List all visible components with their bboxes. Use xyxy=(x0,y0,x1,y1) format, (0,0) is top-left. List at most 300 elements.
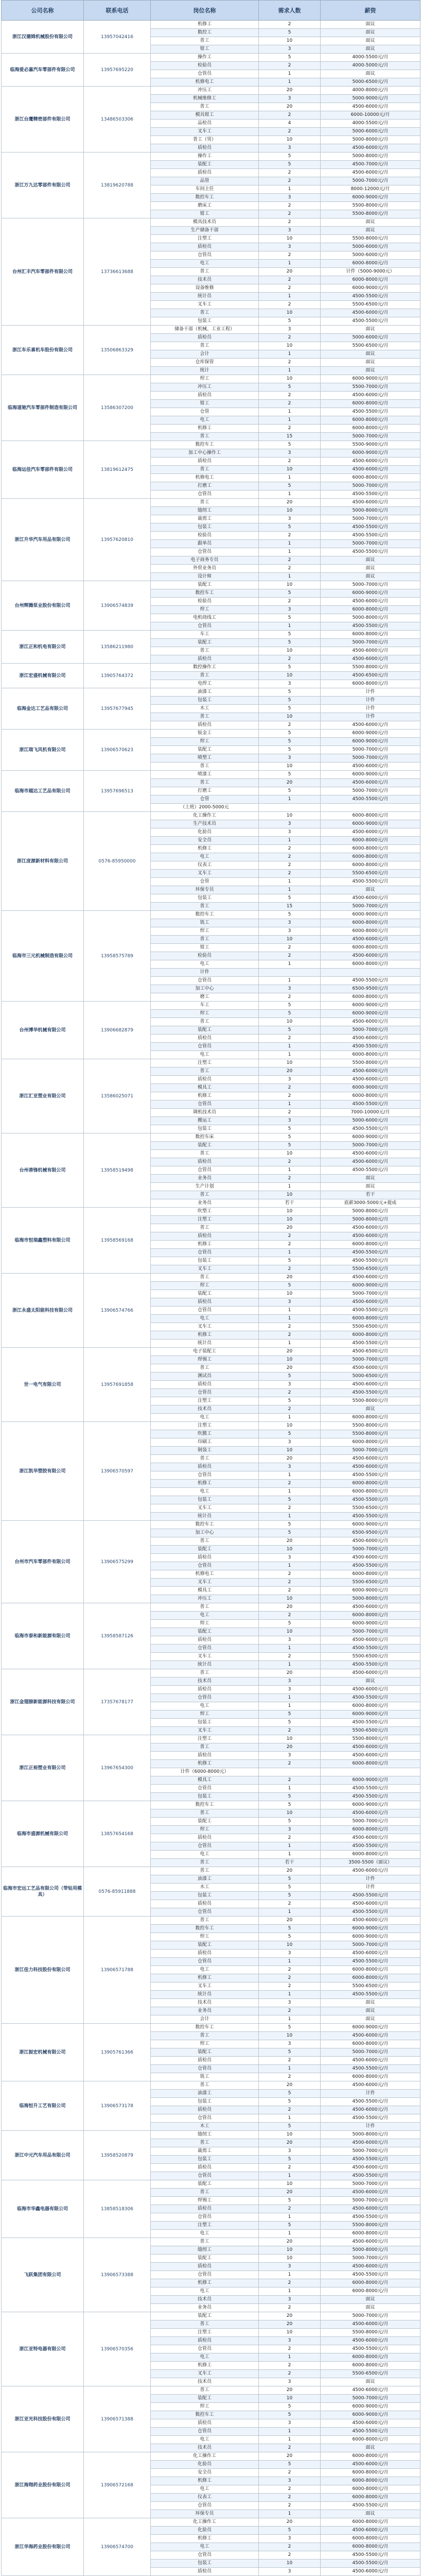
headcount-cell: 2 xyxy=(259,1579,321,1587)
salary-cell: 面议 xyxy=(321,2007,420,2015)
salary-cell: 4500-6000元/月 xyxy=(321,2386,420,2395)
position-cell: 电工 xyxy=(151,853,259,861)
headcount-cell: 2 xyxy=(259,359,321,367)
headcount-cell: 20 xyxy=(259,779,321,787)
position-cell: 装配工 xyxy=(151,2395,259,2403)
salary-cell: 5500-8000元/月 xyxy=(321,1422,420,1430)
position-cell: 计件（6000-8000元） xyxy=(151,1768,259,1776)
salary-cell: 4500-6000元/月 xyxy=(321,1867,420,1875)
position-cell: 叉车工 xyxy=(151,1727,259,1735)
headcount-cell: 10 xyxy=(259,1191,321,1199)
headcount-cell: 5 xyxy=(259,589,321,598)
salary-cell: 4500-5500元/月 xyxy=(321,2345,420,2353)
salary-cell: 6000-8000元/月 xyxy=(321,1570,420,1579)
table-row xyxy=(2,152,420,161)
salary-cell: 6000-8000元/月 xyxy=(321,400,420,408)
salary-cell: 6000-8000元/月 xyxy=(321,2436,420,2444)
salary-cell: 5000-7000元/月 xyxy=(321,2197,420,2205)
salary-cell: 5500-8000元/月 xyxy=(321,1430,420,1438)
table-row xyxy=(2,441,420,449)
salary-cell: 6000-8000元/月 xyxy=(321,2485,420,2494)
salary-cell: 4500-5500元/月 xyxy=(321,2114,420,2123)
salary-cell: 计件 xyxy=(321,1884,420,1892)
position-cell: 仓管员 xyxy=(151,1100,259,1109)
position-cell: 仓管员 xyxy=(151,1166,259,1175)
position-cell: 仓管员 xyxy=(151,1785,259,1793)
position-cell: 打磨工 xyxy=(151,787,259,795)
salary-cell: 4500-5500元/月 xyxy=(321,1908,420,1917)
salary-cell: 4500-6000元/月 xyxy=(321,2139,420,2147)
position-cell: 装配工 xyxy=(151,1818,259,1826)
position-cell: 模具技术员 xyxy=(151,218,259,227)
salary-cell: 6000-8000元/月 xyxy=(321,276,420,284)
headcount-cell: 1 xyxy=(259,1851,321,1859)
salary-cell: 5000-7000元/月 xyxy=(321,1546,420,1554)
salary-cell: 4500-5500元/月 xyxy=(321,1100,420,1109)
company-name-cell: 临海市盛源机械有限公司 xyxy=(2,1801,84,1867)
position-cell: 统计员 xyxy=(151,1513,259,1521)
salary-cell: 5000-7000元/月 xyxy=(321,2048,420,2057)
salary-cell: 6000-8000元/月 xyxy=(321,1331,420,1340)
salary-cell: 6000-9000元/月 xyxy=(321,1620,420,1628)
salary-cell xyxy=(321,1768,420,1776)
salary-cell: 6500-9500元/月 xyxy=(321,985,420,993)
position-cell: 电焊工 xyxy=(151,680,259,688)
salary-cell: 6000-8000元/月 xyxy=(321,845,420,853)
headcount-cell: 20 xyxy=(259,2312,321,2320)
headcount-cell: 3 xyxy=(259,820,321,828)
salary-cell: 5000-8000元/月 xyxy=(321,1595,420,1603)
headcount-cell: 1 xyxy=(259,1051,321,1059)
salary-cell: 5000-7000元/月 xyxy=(321,754,420,762)
position-cell: 普工 xyxy=(151,647,259,655)
position-cell: 质检员 xyxy=(151,2263,259,2271)
phone-cell: 13586025071 xyxy=(84,1059,151,1133)
salary-cell: 4500-5500元/月 xyxy=(321,1043,420,1051)
phone-cell: 13906570356 xyxy=(84,2312,151,2386)
headcount-cell: 5 xyxy=(259,2527,321,2535)
phone-cell: 13819612475 xyxy=(84,441,151,499)
salary-cell: 4500-6000元/月 xyxy=(321,169,420,177)
headcount-cell: 1 xyxy=(259,1661,321,1669)
headcount-cell: 3 xyxy=(259,1950,321,1958)
position-cell: 叉车工 xyxy=(151,128,259,136)
headcount-cell: 2 xyxy=(259,2444,321,2452)
headcount-cell: 2 xyxy=(259,2106,321,2114)
headcount-cell: 5 xyxy=(259,317,321,326)
salary-cell: 面议 xyxy=(321,45,420,54)
company-name-cell: 临海市三元机械制造有限公司 xyxy=(2,911,84,1002)
position-cell: 普工 xyxy=(151,2238,259,2246)
headcount-cell: 3 xyxy=(259,2378,321,2386)
headcount-cell: 10 xyxy=(259,2395,321,2403)
salary-cell: 5000-8000元/月 xyxy=(321,1208,420,1216)
position-cell: 普工 xyxy=(151,1537,259,1546)
salary-cell: 6000-8000元/月 xyxy=(321,1480,420,1488)
headcount-cell: 20 xyxy=(259,2452,321,2461)
position-cell: 装配工 xyxy=(151,1290,259,1298)
position-cell: 制袋工 xyxy=(151,1447,259,1455)
salary-cell: 6000-8000元/月 xyxy=(321,474,420,482)
position-cell: 铣工 xyxy=(151,919,259,927)
salary-cell: 6000-8000元/月 xyxy=(321,944,420,952)
salary-cell: 4500-5500元/月 xyxy=(321,1125,420,1133)
salary-cell: 5000-8000元/月 xyxy=(321,2246,420,2255)
position-cell: 焊工 xyxy=(151,927,259,936)
phone-cell: 13958575789 xyxy=(84,911,151,1002)
position-cell: 质检员 xyxy=(151,1158,259,1166)
salary-cell: 面议 xyxy=(321,21,420,29)
position-cell: 质检员 xyxy=(151,457,259,466)
headcount-cell: 2 xyxy=(259,1653,321,1661)
salary-cell: 4500-6000元/月 xyxy=(321,2106,420,2114)
headcount-cell: 3 xyxy=(259,606,321,614)
headcount-cell: 10 xyxy=(259,1628,321,1636)
headcount-cell: 10 xyxy=(259,466,321,474)
position-cell: 普工（男） xyxy=(151,136,259,144)
headcount-cell: 2 xyxy=(259,1158,321,1166)
headcount-cell: 1 xyxy=(259,1100,321,1109)
salary-cell: 4500-6000元/月 xyxy=(321,1381,420,1389)
salary-cell: 4500-5500元/月 xyxy=(321,2560,420,2568)
position-cell: 仓管员 xyxy=(151,622,259,631)
company-name-cell: 临海市华鑫电器有限公司 xyxy=(2,2180,84,2238)
table-row xyxy=(2,2024,420,2032)
headcount-cell: 3 xyxy=(259,2477,321,2485)
table-row xyxy=(2,87,420,95)
salary-cell: 6000-8000元/月 xyxy=(321,1414,420,1422)
headcount-cell: 1 xyxy=(259,548,321,556)
company-name-cell: 浙江汇亚塑业有限公司 xyxy=(2,1059,84,1133)
position-cell: 注塑工 xyxy=(151,1422,259,1430)
position-cell: 机修工 xyxy=(151,1241,259,1249)
position-cell: 质检员 xyxy=(151,1752,259,1760)
salary-cell: 面议 xyxy=(321,2510,420,2518)
position-cell: 装配工 xyxy=(151,1142,259,1150)
position-cell: 电工 xyxy=(151,416,259,425)
headcount-cell: 5 xyxy=(259,614,321,622)
headcount-cell: 2 xyxy=(259,870,321,878)
headcount-cell: 3 xyxy=(259,1381,321,1389)
position-cell: 包装工 xyxy=(151,1892,259,1900)
headcount-cell: 5 xyxy=(259,2461,321,2469)
position-cell: 数控车工 xyxy=(151,2411,259,2419)
position-cell: 普工 xyxy=(151,103,259,111)
salary-cell: 6000-8000元/月 xyxy=(321,1051,420,1059)
salary-cell: 4500-6000元/月 xyxy=(321,1018,420,1026)
position-cell: 仓管员 xyxy=(151,1958,259,1966)
salary-cell: 5000-7000元/月 xyxy=(321,581,420,589)
headcount-cell: 1 xyxy=(259,70,321,78)
position-cell: 印刷工 xyxy=(151,1438,259,1447)
headcount-cell: 5 xyxy=(259,738,321,746)
salary-cell: 4500-6000元/月 xyxy=(321,309,420,317)
salary-cell: 6000-9000元/月 xyxy=(321,589,420,598)
position-cell: 数控车工 xyxy=(151,194,259,202)
position-cell: 机修电工 xyxy=(151,1570,259,1579)
headcount-cell: 5 xyxy=(259,2098,321,2106)
phone-cell: 13957696513 xyxy=(84,771,151,812)
headcount-cell: 5 xyxy=(259,1397,321,1405)
headcount-cell: 2 xyxy=(259,1241,321,1249)
headcount-cell: 1 xyxy=(259,2015,321,2024)
headcount-cell: 1 xyxy=(259,2510,321,2518)
salary-cell: 4500-6000元/月 xyxy=(321,1232,420,1241)
salary-cell: 5000-7000元/月 xyxy=(321,2180,420,2189)
position-cell: 统计员 xyxy=(151,1340,259,1348)
salary-cell: 4500-6000元/月 xyxy=(321,1636,420,1645)
salary-cell: 5000-7000元/月 xyxy=(321,1628,420,1636)
headcount-cell: 5 xyxy=(259,1026,321,1035)
headcount-cell: 3 xyxy=(259,1752,321,1760)
salary-cell: 4500-5500元/月 xyxy=(321,1166,420,1175)
job-table xyxy=(1,0,420,2576)
position-cell: 机修工 xyxy=(151,2535,259,2543)
headcount-cell: 1 xyxy=(259,1991,321,1999)
salary-cell: 6000-8000元/月 xyxy=(321,1612,420,1620)
salary-cell: 计件 xyxy=(321,713,420,721)
position-cell: 普工 xyxy=(151,1859,259,1867)
headcount-cell: 2 xyxy=(259,1331,321,1340)
salary-cell: 5500-9000元/月 xyxy=(321,441,420,449)
salary-cell: 6000-9000元/月 xyxy=(321,449,420,457)
company-name-cell: 台州汇丰汽车零部件有限公司 xyxy=(2,218,84,326)
salary-cell: 面议 xyxy=(321,886,420,894)
company-name-cell: 台州博华机械有限公司 xyxy=(2,1002,84,1059)
salary-cell: 4500-5500元/月 xyxy=(321,1661,420,1669)
salary-cell: 4500-5500元/月 xyxy=(321,1471,420,1480)
table-row xyxy=(2,1002,420,1010)
salary-cell: 5500-6500元/月 xyxy=(321,1727,420,1735)
position-cell: 装配工 xyxy=(151,1941,259,1950)
salary-cell: 6000-8000元/月 xyxy=(321,1488,420,1496)
salary-cell: 5000-8000元/月 xyxy=(321,136,420,144)
salary-cell: 6000-9000元/月 xyxy=(321,820,420,828)
headcount-cell: 3 xyxy=(259,194,321,202)
salary-cell: 6000-9000元/月 xyxy=(321,1587,420,1595)
headcount-cell: 2 xyxy=(259,2502,321,2510)
salary-cell: 面议 xyxy=(321,1405,420,1414)
headcount-cell: 1 xyxy=(259,2287,321,2296)
headcount-cell: 20 xyxy=(259,1455,321,1463)
salary-cell: 4500-5500元/月 xyxy=(321,317,420,326)
position-cell: 普工 xyxy=(151,936,259,944)
position-cell: 裁剪工 xyxy=(151,515,259,523)
headcount-cell: 5 xyxy=(259,1818,321,1826)
table-row xyxy=(2,1274,420,1282)
company-name-cell: 浙江万九达零部件有限公司 xyxy=(2,152,84,218)
phone-cell: 13819620788 xyxy=(84,152,151,218)
salary-cell: 6000-8000元/月 xyxy=(321,2469,420,2477)
salary-cell: 6000-8000元/月 xyxy=(321,680,420,688)
headcount-cell: 5 xyxy=(259,441,321,449)
salary-cell: 4500-6000元/月 xyxy=(321,2568,420,2576)
table-header xyxy=(2,1,420,21)
headcount-cell: 2 xyxy=(259,1727,321,1735)
table-row xyxy=(2,1059,420,1067)
headcount-cell: 1 xyxy=(259,293,321,301)
salary-cell: 6000-8000元/月 xyxy=(321,2353,420,2362)
headcount-cell: 2 xyxy=(259,1587,321,1595)
company-name-cell: 浙江海翔药业股份有限公司 xyxy=(2,2452,84,2518)
salary-cell: 5000-7000元/月 xyxy=(321,2312,420,2320)
salary-cell: 4500-5500元/月 xyxy=(321,1793,420,1801)
table-row xyxy=(2,375,420,383)
salary-cell: 6000-8000元/月 xyxy=(321,425,420,433)
headcount-cell: 1 xyxy=(259,960,321,969)
salary-cell: 6000-9000元/月 xyxy=(321,771,420,779)
headcount-cell: 5 xyxy=(259,1620,321,1628)
phone-cell: 13736613688 xyxy=(84,218,151,326)
position-cell: 电工 xyxy=(151,960,259,969)
company-name-cell: 浙江车乐喜机车股份有限公司 xyxy=(2,326,84,375)
headcount-cell: 3 xyxy=(259,227,321,235)
position-cell: 仓管员 xyxy=(151,1694,259,1702)
headcount-cell: 5 xyxy=(259,1875,321,1884)
salary-cell: 4500-6000元/月 xyxy=(321,1067,420,1076)
salary-cell: 5000-7000元/月 xyxy=(321,2255,420,2263)
headcount-cell: 5 xyxy=(259,1521,321,1529)
position-cell: 钳工 xyxy=(151,944,259,952)
salary-cell: 5000-6000元/月 xyxy=(321,251,420,260)
headcount-cell: 2 xyxy=(259,2485,321,2494)
headcount-cell: 20 xyxy=(259,2238,321,2246)
salary-cell: 6000-9000元/月 xyxy=(321,1002,420,1010)
position-cell: 机修电工 xyxy=(151,474,259,482)
salary-cell: 5000-7000元/月 xyxy=(321,903,420,911)
headcount-cell: 20 xyxy=(259,1067,321,1076)
table-row xyxy=(2,2518,420,2527)
position-cell: 包装工 xyxy=(151,2560,259,2568)
position-cell: 普工 xyxy=(151,1603,259,1612)
headcount-cell: 10 xyxy=(259,581,321,589)
salary-cell: 4500-6000元/月 xyxy=(321,1900,420,1908)
company-name-cell: 临海市越达工艺品有限公司 xyxy=(2,771,84,812)
position-cell: 机修工 xyxy=(151,2477,259,2485)
position-cell: 数控车工 xyxy=(151,2024,259,2032)
salary-cell: 5500-8000元/月 xyxy=(321,2222,420,2230)
position-cell: 仓管员 xyxy=(151,2428,259,2436)
salary-cell: 4500-6000元/月 xyxy=(321,1752,420,1760)
headcount-cell: 1 xyxy=(259,1842,321,1851)
position-cell: 叉车工 xyxy=(151,1504,259,1513)
phone-cell: 13957677945 xyxy=(84,688,151,730)
salary-cell: 4500-6000元/月 xyxy=(321,2320,420,2329)
salary-cell: 4500-6000元/月 xyxy=(321,2081,420,2090)
salary-cell: 6000-8000元/月 xyxy=(321,1315,420,1323)
headcount-cell: 10 xyxy=(259,1216,321,1224)
headcount-cell: 1 xyxy=(259,2428,321,2436)
header-company: 公司名称 xyxy=(2,1,84,21)
headcount-cell: 5 xyxy=(259,2090,321,2098)
headcount-cell: 2 xyxy=(259,1974,321,1982)
position-cell: 叉车工 xyxy=(151,1323,259,1331)
salary-cell xyxy=(321,804,420,812)
salary-cell: 6000-8000元/月 xyxy=(321,1826,420,1834)
position-cell: 普工 xyxy=(151,1067,259,1076)
headcount-cell: 1 xyxy=(259,2172,321,2180)
position-cell: 机修工 xyxy=(151,2279,259,2287)
headcount-cell: 2 xyxy=(259,1612,321,1620)
headcount-cell: 若干 xyxy=(259,1859,321,1867)
headcount-cell: 1 xyxy=(259,1562,321,1570)
headcount-cell: 3 xyxy=(259,1686,321,1694)
position-cell: 机修工 xyxy=(151,21,259,29)
position-cell: 机修工 xyxy=(151,1092,259,1100)
position-cell: 仓管员 xyxy=(151,1249,259,1257)
position-cell: 质检员 xyxy=(151,1298,259,1307)
salary-cell: 6000-8000元/月 xyxy=(321,1092,420,1100)
headcount-cell: 2 xyxy=(259,177,321,185)
headcount-cell: 2 xyxy=(259,556,321,565)
position-cell: 电工 xyxy=(151,2436,259,2444)
salary-cell: 6000-9000元/月 xyxy=(321,1133,420,1142)
headcount-cell: 5 xyxy=(259,2048,321,2057)
position-cell: 普工 xyxy=(151,268,259,276)
headcount-cell: 10 xyxy=(259,2255,321,2263)
salary-cell: 4000-5000元/月 xyxy=(321,62,420,70)
salary-cell: 4500-6000元/月 xyxy=(321,2205,420,2213)
position-cell: 油漆工 xyxy=(151,2090,259,2098)
headcount-cell: 2 xyxy=(259,1175,321,1183)
salary-cell: 面议 xyxy=(321,2015,420,2024)
position-cell: 品检员 xyxy=(151,120,259,128)
position-cell: 电工 xyxy=(151,1315,259,1323)
position-cell: 仓管员 xyxy=(151,1471,259,1480)
position-cell: 检验员 xyxy=(151,532,259,540)
salary-cell: 5500-8000元/月 xyxy=(321,1059,420,1067)
salary-cell: 6000-8000元/月 xyxy=(321,606,420,614)
headcount-cell: 1 xyxy=(259,2230,321,2238)
position-cell: 仓管员 xyxy=(151,1842,259,1851)
headcount-cell: 2 xyxy=(259,1776,321,1785)
position-cell: 电工 xyxy=(151,1966,259,1974)
position-cell: 油漆工 xyxy=(151,688,259,697)
headcount-cell: 2 xyxy=(259,993,321,1002)
headcount-cell: 3 xyxy=(259,1463,321,1471)
headcount-cell: 1 xyxy=(259,1785,321,1793)
position-cell: 操作工 xyxy=(151,54,259,62)
headcount-cell: 5 xyxy=(259,2222,321,2230)
phone-cell: 13958569168 xyxy=(84,1208,151,1274)
position-cell: 加工中心操作工 xyxy=(151,449,259,457)
salary-cell: 4500-6000元/月 xyxy=(321,2337,420,2345)
headcount-cell: 5 xyxy=(259,705,321,713)
headcount-cell: 20 xyxy=(259,103,321,111)
position-cell: 仓管员 xyxy=(151,548,259,556)
table-row xyxy=(2,911,420,919)
position-cell: 设备维修 xyxy=(151,284,259,293)
salary-cell: 面议 xyxy=(321,326,420,334)
salary-cell: 4500-6000元/月 xyxy=(321,952,420,960)
company-name-cell: 浙江汉德姆机械股份有限公司 xyxy=(2,21,84,54)
position-cell: 焊工 xyxy=(151,1710,259,1719)
salary-cell: 面议 xyxy=(321,1999,420,2007)
salary-cell: 面议 xyxy=(321,227,420,235)
position-cell: 焊锡工 xyxy=(151,2197,259,2205)
headcount-cell: 1 xyxy=(259,1340,321,1348)
table-row xyxy=(2,771,420,779)
position-cell: 普工 xyxy=(151,37,259,45)
position-cell: 车工 xyxy=(151,1002,259,1010)
position-cell: 检验员 xyxy=(151,62,259,70)
position-cell: 仓管员 xyxy=(151,2551,259,2560)
salary-cell: 4500-6000元/月 xyxy=(321,828,420,837)
headcount-cell: 2 xyxy=(259,128,321,136)
position-cell: 仓管 xyxy=(151,795,259,804)
salary-cell: 面议 xyxy=(321,2444,420,2452)
position-cell: 包装工 xyxy=(151,1257,259,1265)
